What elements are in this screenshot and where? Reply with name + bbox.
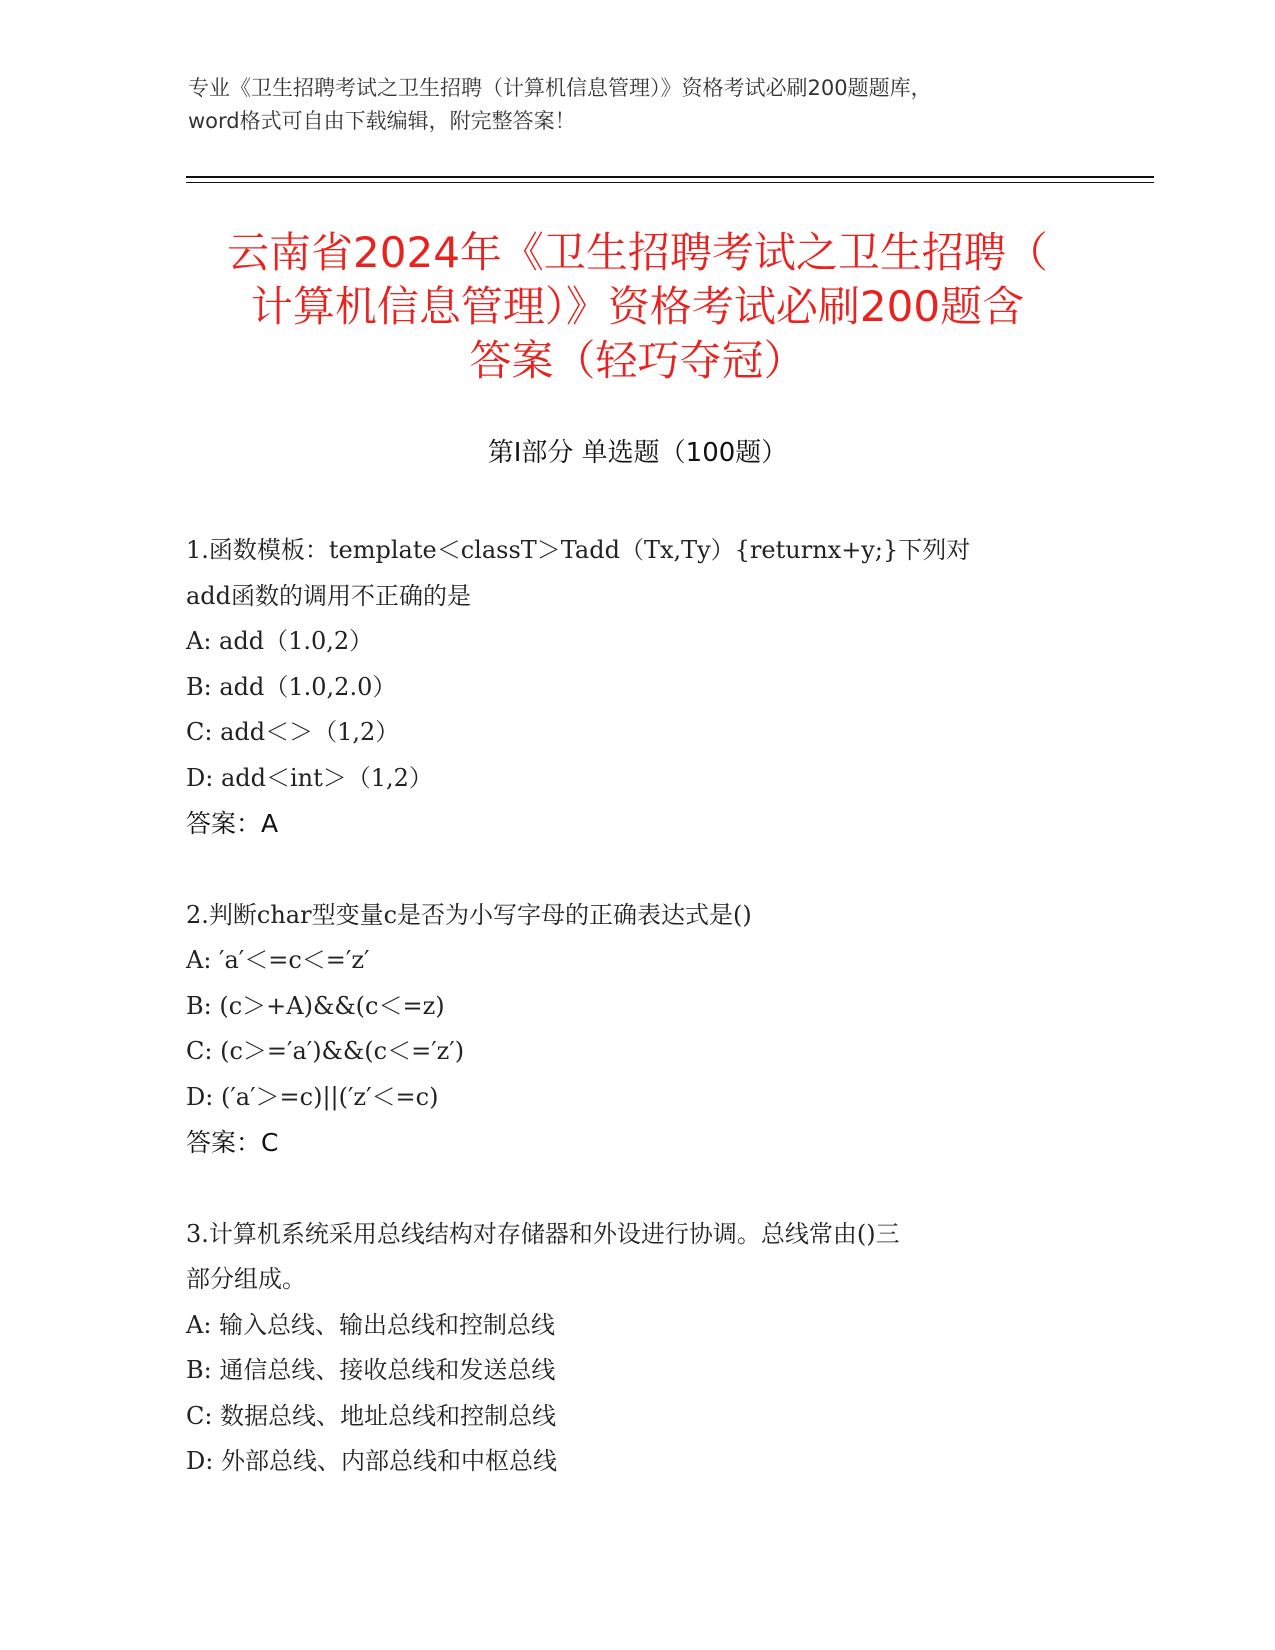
option-b: B: add（1.0,2.0） (186, 672, 397, 701)
question-stem-continued: 部分组成。 (186, 1265, 306, 1293)
question-stem-continued: add函数的调用不正确的是 (186, 581, 472, 610)
header-note-line-2: word格式可自由下载编辑，附完整答案！ (188, 109, 576, 133)
option-c: C: 数据总线、地址总线和控制总线 (186, 1401, 557, 1430)
option-c: C: add＜＞（1,2） (186, 718, 400, 746)
option-b: B: 通信总线、接收总线和发送总线 (186, 1356, 556, 1384)
question-3 (186, 1212, 1126, 1485)
question-stem: 1.函数模板：template＜classT＞Tadd（Tx,Ty）{returnx+y;}下列对 (186, 536, 971, 564)
option-a: A: add（1.0,2） (186, 627, 374, 655)
answer-label: 答案：A (186, 809, 279, 838)
option-d: D: 外部总线、内部总线和中枢总线 (186, 1447, 557, 1475)
header-note-line-1: 专业《卫生招聘考试之卫生招聘（计算机信息管理）》资格考试必刷200题题库， (188, 76, 932, 100)
document-title-line-2: 计算机信息管理）》资格考试必刷200题含 (250, 282, 1025, 331)
option-b: B: (c＞+A)&&(c＜=z) (186, 991, 445, 1020)
option-a: A: ′a′＜=c＜=′z′ (186, 946, 370, 974)
question-stem: 2.判断char型变量c是否为小写字母的正确表达式是() (186, 900, 752, 929)
question-list (186, 528, 1126, 1531)
header-divider-thick (186, 176, 1154, 178)
section-title: 第Ⅰ部分 单选题（100题） (487, 438, 788, 468)
question-stem: 3.计算机系统采用总线结构对存储器和外设进行协调。总线常由()三 (186, 1219, 900, 1248)
option-d: D: (′a′＞=c)||(′z′＜=c) (186, 1082, 439, 1111)
answer-label: 答案：C (186, 1128, 279, 1157)
question-1 (186, 528, 1126, 847)
header-note (188, 72, 1088, 138)
option-a: A: 输入总线、输出总线和控制总线 (186, 1310, 556, 1339)
header-divider-thin (186, 182, 1154, 183)
question-2 (186, 893, 1126, 1166)
option-d: D: add＜int＞（1,2） (186, 763, 433, 792)
document-title-line-1: 云南省2024年《卫生招聘考试之卫生招聘（ (227, 228, 1048, 277)
document-title (150, 226, 1125, 388)
document-title-line-3: 答案（轻巧夺冠） (469, 336, 806, 385)
option-c: C: (c＞=′a′)&&(c＜=′z′) (186, 1037, 465, 1065)
